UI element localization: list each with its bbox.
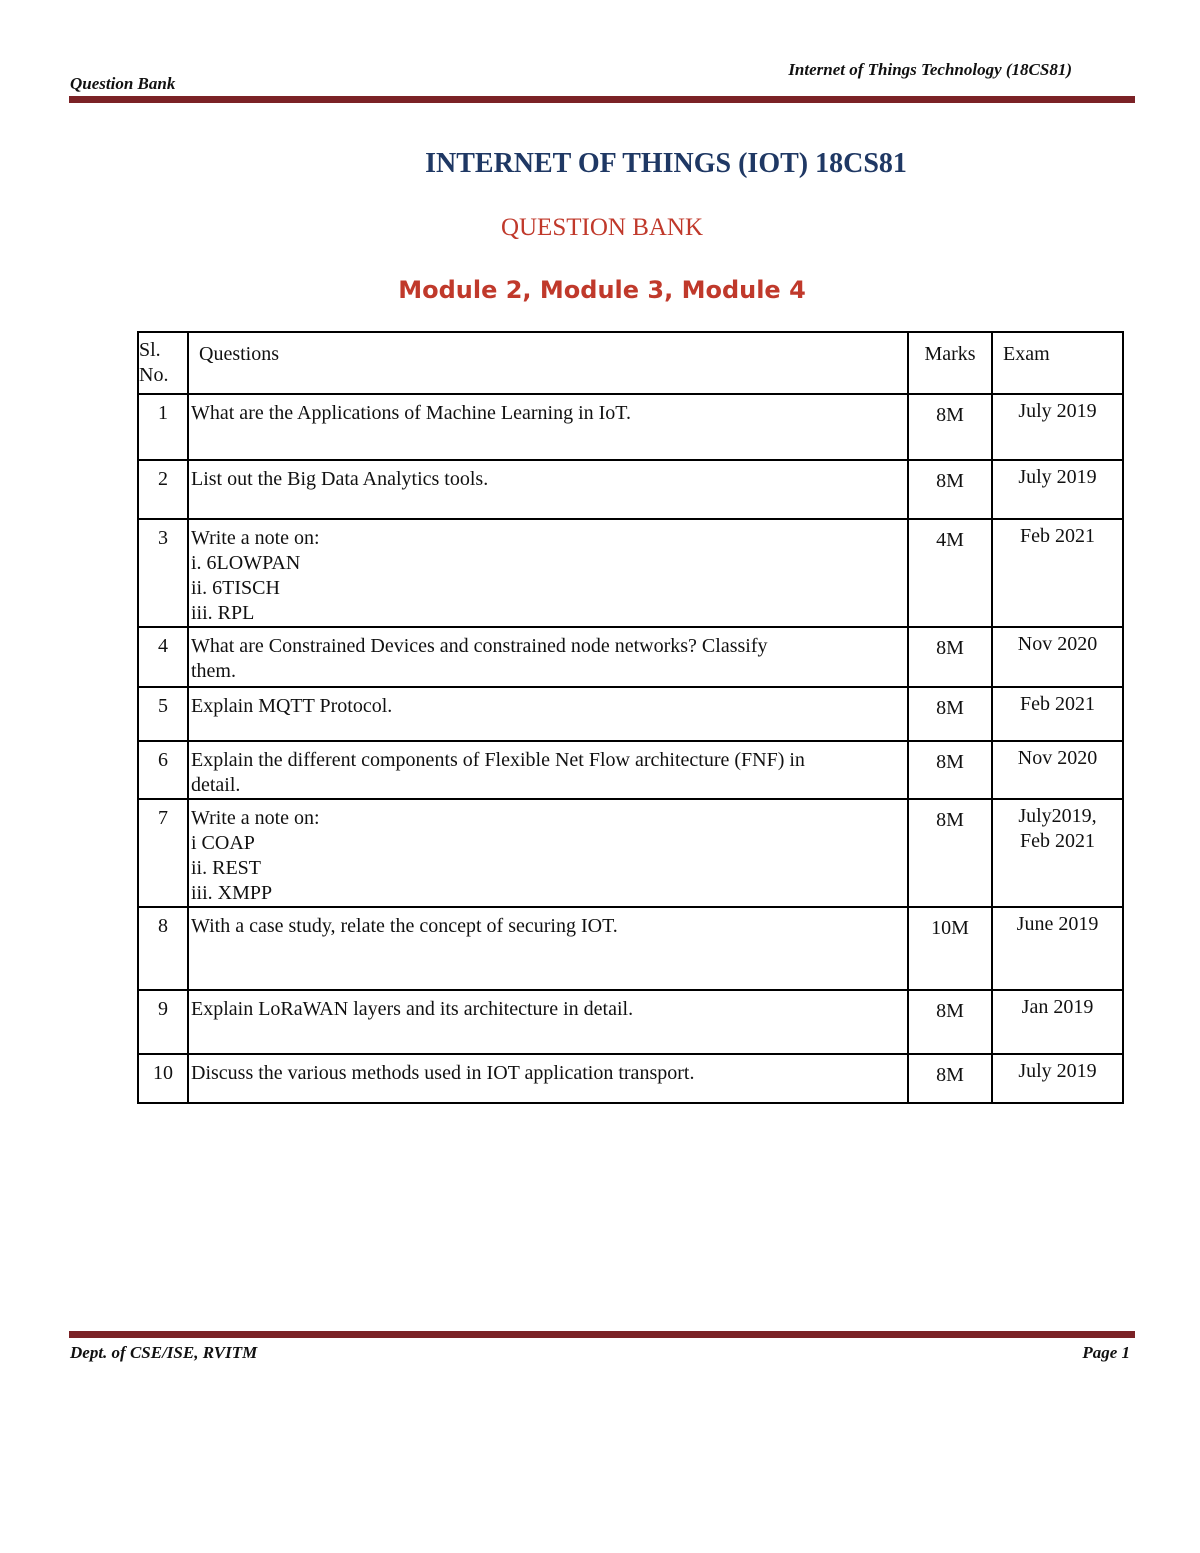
exam-text: July 2019 — [1018, 400, 1097, 422]
row-sl-no — [138, 627, 188, 687]
table-row — [138, 1054, 1123, 1103]
question-line: i. 6LOWPAN — [191, 552, 301, 574]
row-sl-no — [138, 519, 188, 627]
question-line: them. — [191, 660, 236, 682]
exam-text: Feb 2021 — [1020, 525, 1095, 547]
row-exam — [992, 460, 1123, 519]
header-left: Question Bank — [70, 74, 176, 93]
question-line: With a case study, relate the concept of securing IOT. — [191, 915, 618, 937]
header-exam: Exam — [992, 332, 1123, 394]
row-exam — [992, 907, 1123, 990]
row-question — [188, 460, 908, 519]
marks-text: 8M — [936, 1064, 964, 1086]
sl-no-text: 6 — [158, 749, 168, 771]
table-row — [138, 394, 1123, 460]
row-question — [188, 394, 908, 460]
table-row — [138, 627, 1123, 687]
sl-no-text: 4 — [158, 635, 168, 657]
sl-no-text: 8 — [158, 915, 168, 937]
row-question — [188, 1054, 908, 1103]
row-sl-no — [138, 741, 188, 799]
row-question — [188, 907, 908, 990]
question-line: Explain MQTT Protocol. — [191, 695, 393, 717]
header-marks: Marks — [908, 332, 992, 394]
sl-no-text: 1 — [158, 402, 168, 424]
sl-no-text: 2 — [158, 468, 168, 490]
row-marks — [908, 460, 992, 519]
table-row — [138, 460, 1123, 519]
table-row — [138, 907, 1123, 990]
row-marks — [908, 519, 992, 627]
question-line: iii. XMPP — [191, 882, 273, 904]
footer-rule — [69, 1331, 1135, 1338]
row-question — [188, 799, 908, 907]
row-exam — [992, 394, 1123, 460]
header-sl-line1: Sl. — [139, 339, 161, 361]
marks-text: 8M — [936, 404, 964, 426]
marks-text: 8M — [936, 809, 964, 831]
table-row — [138, 519, 1123, 627]
question-line: Write a note on: — [191, 807, 320, 829]
question-line: iii. RPL — [191, 602, 255, 624]
header-sl-line2: No. — [139, 364, 169, 386]
row-sl-no — [138, 799, 188, 907]
modules-heading: Module 2, Module 3, Module 4 — [398, 276, 806, 304]
document-title: INTERNET OF THINGS (IOT) 18CS81 — [425, 148, 907, 179]
row-marks — [908, 687, 992, 741]
row-question — [188, 519, 908, 627]
row-marks — [908, 799, 992, 907]
question-line: detail. — [191, 774, 241, 796]
row-exam — [992, 687, 1123, 741]
marks-text: 8M — [936, 470, 964, 492]
marks-text: 8M — [936, 697, 964, 719]
marks-text: 8M — [936, 1000, 964, 1022]
exam-text: Feb 2021 — [1020, 693, 1095, 715]
table-row — [138, 990, 1123, 1054]
row-question — [188, 627, 908, 687]
sl-no-text: 10 — [153, 1062, 173, 1084]
table-body — [138, 394, 1123, 1103]
sl-no-text: 5 — [158, 695, 168, 717]
question-line: ii. REST — [191, 857, 262, 879]
question-line: What are the Applications of Machine Learning in IoT. — [191, 402, 632, 424]
exam-text: July 2019 — [1018, 466, 1097, 488]
header-sl-no — [138, 332, 188, 394]
row-marks — [908, 990, 992, 1054]
row-exam — [992, 1054, 1123, 1103]
row-marks — [908, 907, 992, 990]
document-subtitle: QUESTION BANK — [500, 214, 704, 241]
page-number: Page 1 — [1082, 1343, 1130, 1362]
row-exam — [992, 519, 1123, 627]
exam-text: Nov 2020 — [1017, 633, 1098, 655]
row-sl-no — [138, 990, 188, 1054]
row-question — [188, 990, 908, 1054]
row-exam — [992, 741, 1123, 799]
sl-no-text: 9 — [158, 998, 168, 1020]
table-row — [138, 687, 1123, 741]
question-line: Explain the different components of Flexible Net Flow architecture (FNF) in — [191, 749, 805, 771]
row-marks — [908, 394, 992, 460]
marks-text: 8M — [936, 637, 964, 659]
sl-no-text: 3 — [158, 527, 168, 549]
row-sl-no — [138, 394, 188, 460]
header-questions: Questions — [188, 332, 908, 394]
question-line: Discuss the various methods used in IOT application transport. — [191, 1062, 695, 1084]
marks-text: 10M — [931, 917, 969, 939]
question-line: What are Constrained Devices and constrained node networks? Classify — [191, 635, 768, 657]
row-exam — [992, 990, 1123, 1054]
row-exam — [992, 627, 1123, 687]
row-question — [188, 741, 908, 799]
row-exam — [992, 799, 1123, 907]
marks-text: 8M — [936, 751, 964, 773]
header-rule — [69, 96, 1135, 103]
table-row — [138, 741, 1123, 799]
exam-text: Nov 2020 — [1017, 747, 1098, 769]
question-line: Explain LoRaWAN layers and its architecture in detail. — [191, 998, 634, 1020]
marks-text: 4M — [936, 529, 964, 551]
row-question — [188, 687, 908, 741]
table-row — [138, 799, 1123, 907]
table-header-row — [138, 332, 1123, 394]
row-sl-no — [138, 1054, 188, 1103]
exam-text: July 2019 — [1018, 1060, 1097, 1082]
row-marks — [908, 741, 992, 799]
question-line: i COAP — [191, 832, 255, 854]
footer-left: Dept. of CSE/ISE, RVITM — [70, 1343, 258, 1362]
header-right: Internet of Things Technology (18CS81) — [788, 60, 1072, 79]
row-marks — [908, 1054, 992, 1103]
question-line: List out the Big Data Analytics tools. — [191, 468, 489, 490]
question-line: Write a note on: — [191, 527, 320, 549]
row-marks — [908, 627, 992, 687]
row-sl-no — [138, 907, 188, 990]
question-table — [137, 331, 1124, 1104]
exam-text: June 2019 — [1016, 913, 1099, 935]
sl-no-text: 7 — [158, 807, 168, 829]
exam-text: Jan 2019 — [1021, 996, 1094, 1018]
row-sl-no — [138, 687, 188, 741]
exam-text: July2019, — [1018, 805, 1097, 827]
exam-text: Feb 2021 — [1020, 830, 1095, 852]
row-sl-no — [138, 460, 188, 519]
question-line: ii. 6TISCH — [191, 577, 280, 599]
